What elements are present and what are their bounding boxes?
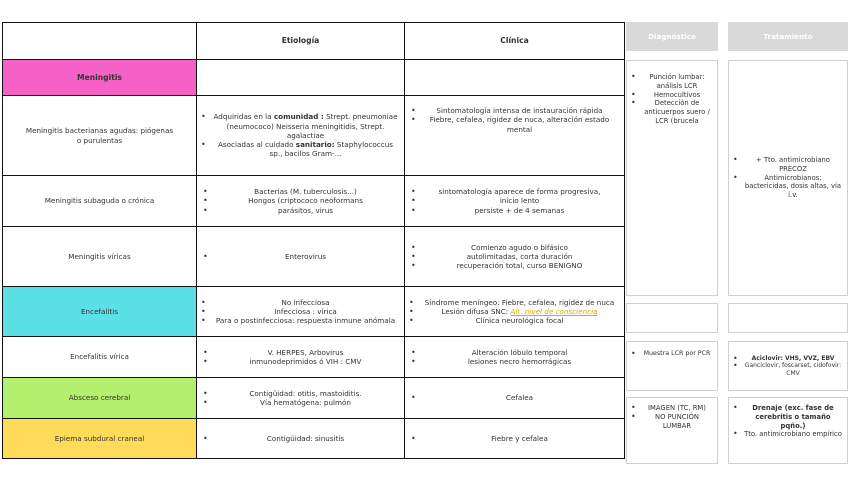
encefalitis-virica-clinica-item: • Alteración lóbulo temporal (411, 348, 618, 357)
encefalitis-virica-etiologia-item: • V. HERPES, Arbovirus (203, 348, 398, 357)
tratamiento-item: • Tto. antimicrobiano empírico (733, 430, 843, 439)
diagnostico-item: • Hemocultivos (631, 91, 713, 100)
bacterianas-etiologia-cell (196, 95, 405, 176)
encefalitis-virica-etiologia-item: • inmunodeprimidos ó VIH : CMV (203, 357, 398, 366)
tratamiento-item: • Drenaje (exc. fase de cerebritis o tamaño pqño.) (733, 404, 843, 430)
diagnostico-encefalitis-virica-cell (626, 341, 718, 391)
diagnostico-bacterianas-cell (626, 60, 718, 296)
subaguda-etiologia-item: • Bacterias (M. tuberculosis...) (203, 187, 398, 196)
encefalitis-etiologia-item: • Infecciosa : vírica (201, 307, 400, 316)
row-label-absceso: Absceso cerebral (2, 377, 197, 419)
meningitis-clinica-cell (404, 59, 625, 96)
tratamiento-item: • Ganciclovir, foscarset, cidofovir: CMV (733, 362, 843, 377)
subaguda-clinica-cell (404, 175, 625, 227)
absceso-etiologia-item: • Vía hematógena: pulmón (203, 398, 398, 407)
header-blank-cell (2, 22, 197, 60)
absceso-clinica-item: • Cefalea (411, 393, 618, 402)
encefalitis-virica-etiologia-cell (196, 336, 405, 378)
encefalitis-virica-clinica-cell (404, 336, 625, 378)
subaguda-etiologia-item: • parásitos, virus (203, 206, 398, 215)
absceso-etiologia-item: • Contigüidad: otitis, mastoiditis. (203, 389, 398, 398)
viricas-clinica-item: • Comienzo agudo o bifásico (411, 243, 618, 252)
encefalitis-etiologia-item: • Para o postinfecciosa: respuesta inmune anómala (201, 316, 400, 325)
bacterianas-etiologia-item: • Adquiridas en la comunidad : Strept. pneumoniae (neumococo) Neisseria meningitidis, Strept. agalactiae (201, 112, 400, 140)
consciencia-link[interactable]: Alt. nivel de consciencia (510, 306, 598, 316)
tratamiento-item: • Antimicrobianos: bactericidas, dosis altas, vía i.v. (733, 174, 843, 200)
viricas-etiologia-cell (196, 226, 405, 287)
bacterianas-clinica-item: • Sintomatología intensa de instauración rápida (411, 106, 618, 115)
tratamiento-bacterianas-cell (728, 60, 848, 296)
bacterianas-clinica-cell (404, 95, 625, 176)
diagnostico-item: • Detección de anticuerpos suero / LCR (brucela (631, 99, 713, 125)
viricas-clinica-item: • autolimitadas, corta duración (411, 252, 618, 261)
diagnostico-item: • Muestra LCR por PCR (631, 350, 713, 359)
encefalitis-etiologia-cell (196, 286, 405, 337)
header-tratamiento: Tratamiento (728, 22, 848, 51)
encefalitis-clinica-cell (404, 286, 625, 337)
encefalitis-clinica-item: • Síndrome meníngeo: Fiebre, cefalea, rigidez de nuca (409, 298, 620, 307)
header-etiologia: Etiología (196, 22, 405, 60)
empiema-clinica-item: • Fiebre y cefalea (411, 434, 618, 443)
subaguda-clinica-item: • sintomatología aparece de forma progresiva, (411, 187, 618, 196)
diagnostico-item: • IMAGEN (TC, RM) (631, 404, 713, 413)
bacterianas-clinica-item: • Fiebre, cefalea, rigidez de nuca, alteración estado mental (411, 115, 618, 134)
header-diagnostico: Diagnóstico (626, 22, 718, 51)
diagnostico-abscesos-cell (626, 397, 718, 464)
encefalitis-virica-clinica-item: • lesiones necro hemorrágicas (411, 357, 618, 366)
row-label-encefalitis-virica: Encefalitis vírica (2, 336, 197, 378)
empiema-clinica-cell (404, 418, 625, 459)
encefalitis-clinica-item: • Clínica neurológica focal (409, 316, 620, 325)
tratamiento-abscesos-cell (728, 397, 848, 464)
diagnostico-item: • Punción lumbar: análisis LCR (631, 73, 713, 91)
empiema-etiologia-cell (196, 418, 405, 459)
absceso-clinica-cell (404, 377, 625, 419)
tratamiento-item: • Aciclovir: VHS, VVZ, EBV (733, 355, 843, 363)
tratamiento-encefalitis-cell (728, 303, 848, 333)
row-label-viricas: Meningitis víricas (2, 226, 197, 287)
viricas-clinica-cell (404, 226, 625, 287)
header-clinica: Clínica (404, 22, 625, 60)
subaguda-clinica-item: • inicio lento (411, 196, 618, 205)
diagnostico-item: • NO PUNCIÓN LUMBAR (631, 413, 713, 431)
bacterianas-etiologia-item: • Asociadas al cuidado sanitario: Staphylococcus sp., bacilos Gram-... (201, 140, 400, 159)
row-label-bacterianas: Meningitis bacterianas agudas: piógenas o purulentas (2, 95, 197, 176)
subaguda-etiologia-item: • Hongos (criptococo neoformans (203, 196, 398, 205)
encefalitis-etiologia-item: • No infecciosa (201, 298, 400, 307)
row-label-empiema: Epiema subdural craneal (2, 418, 197, 459)
row-label-subaguda: Meningitis subaguda o crónica (2, 175, 197, 227)
encefalitis-clinica-item: • Lesión difusa SNC: Alt. nivel de consciencia (409, 307, 620, 316)
meningitis-etiologia-cell (196, 59, 405, 96)
subaguda-clinica-item: • persiste + de 4 semanas (411, 206, 618, 215)
tratamiento-encefalitis-virica-cell (728, 341, 848, 391)
absceso-etiologia-cell (196, 377, 405, 419)
subaguda-etiologia-cell (196, 175, 405, 227)
empiema-etiologia-item: • Contigüidad: sinusitis (203, 434, 398, 443)
viricas-etiologia-item: • Enterovirus (203, 252, 398, 261)
tratamiento-item: • + Tto. antimicrobiano PRECOZ (733, 156, 843, 174)
diagnostico-encefalitis-cell (626, 303, 718, 333)
viricas-clinica-item: • recuperación total, curso BENIGNO (411, 261, 618, 270)
row-label-meningitis: Meningitis (2, 59, 197, 96)
row-label-encefalitis: Encefalitis (2, 286, 197, 337)
